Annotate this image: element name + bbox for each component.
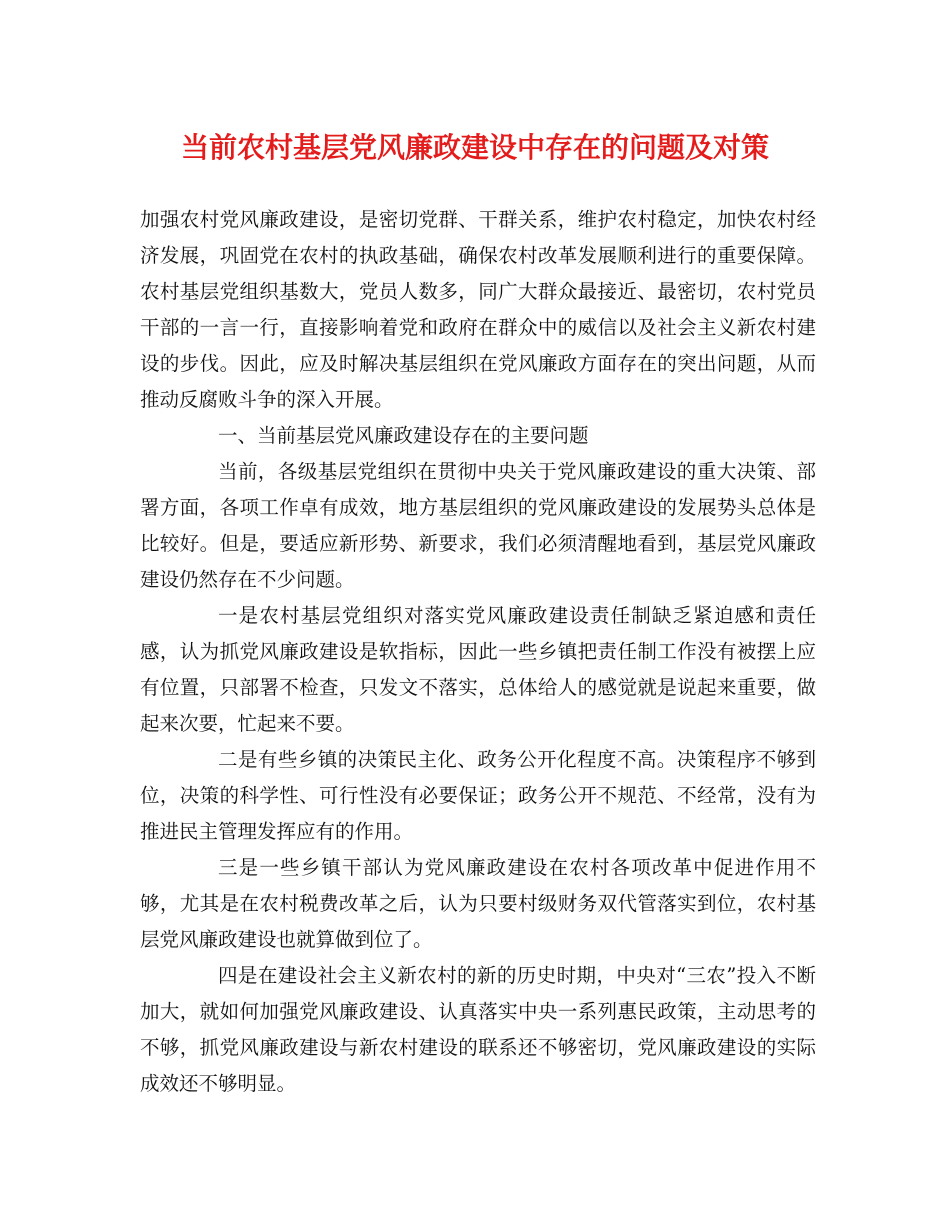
paragraph-problem-4: 四是在建设社会主义新农村的新的历史时期，中央对“三农”投入不断加大，就如何加强党风廉政建设、认真落实中央一系列惠民政策，主动思考的不够，抓党风廉政建设与新农村建设的联系还不够密切，党风廉政建设的实际成效还不够明显。	[140, 964, 816, 1095]
paragraph-intro: 加强农村党风廉政建设，是密切党群、干群关系，维护农村稳定，加快农村经济发展，巩固党在农村的执政基础，确保农村改革发展顺利进行的重要保障。农村基层党组织基数大，党员人数多，同广大群众最接近、最密切，农村党员干部的一言一行，直接影响着党和政府在群众中的威信以及社会主义新农村建设的步伐。因此，应及时解决基层组织在党风廉政方面存在的突出问题，从而推动反腐败斗争的深入开展。	[140, 208, 816, 411]
document-body	[140, 202, 816, 1102]
document-title: 当前农村基层党风廉政建设中存在的问题及对策	[180, 131, 769, 164]
section-heading: 一、当前基层党风廉政建设存在的主要问题	[218, 424, 589, 447]
paragraph-problem-1: 一是农村基层党组织对落实党风廉政建设责任制缺乏紧迫感和责任感，认为抓党风廉政建设是软指标，因此一些乡镇把责任制工作没有被摆上应有位置，只部署不检查，只发文不落实，总体给人的感觉就是说起来重要，做起来次要，忙起来不要。	[140, 604, 816, 735]
paragraph-problem-2: 二是有些乡镇的决策民主化、政务公开化程度不高。决策程序不够到位，决策的科学性、可行性没有必要保证；政务公开不规范、不经常，没有为推进民主管理发挥应有的作用。	[140, 748, 816, 843]
paragraph-overview: 当前，各级基层党组织在贯彻中央关于党风廉政建设的重大决策、部署方面，各项工作卓有成效，地方基层组织的党风廉政建设的发展势头总体是比较好。但是，要适应新形势、新要求，我们必须清醒地看到，基层党风廉政建设仍然存在不少问题。	[140, 460, 816, 591]
paragraph-problem-3: 三是一些乡镇干部认为党风廉政建设在农村各项改革中促进作用不够，尤其是在农村税费改革之后，认为只要村级财务双代管落实到位，农村基层党风廉政建设也就算做到位了。	[140, 856, 816, 951]
